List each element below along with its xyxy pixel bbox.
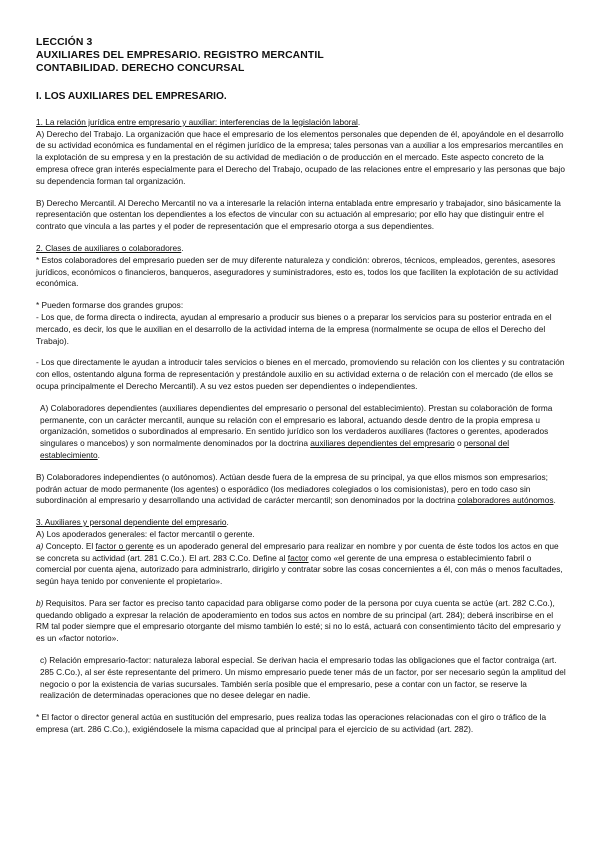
section-2-dependientes: A) Colaboradores dependientes (auxiliares dependientes del empresario o personal del establecimiento). Prestan su colaboración de forma permanente, con un carácter mercantil, aunque su relación con el empresario es laboral, actuando desde dentro de la propia empresa u organización, sometidos o subordinados al empresario. En sentido jurídico son los verdaderos auxiliares (factores o gerentes, apoderados singulares o mancebos) y son normalmente denominados por la doctrina auxiliares dependientes del empresario o personal del establecimiento. xyxy=(40,402,553,460)
section-2-group-2: - Los que directamente le ayudan a introducir tales servicios o bienes en el mercado, promoviendo su relación con los clientes y su contratación con ellos, ostentando alguna forma de representación y prestándole auxilio en su actividad externa o de relación con el mercado (de ellos se ocupa principalmente el Derecho Mercantil). A su vez estos pueden ser dependientes o independientes. xyxy=(36,357,565,391)
section-3-factor-director: * El factor o director general actúa en sustitución del empresario, pues realiza todas las operaciones relacionadas con el giro o tráfico de la empresa (art. 286 C.Co.), exigiéndosele la misma capacidad que al principal para el ejercicio de su actividad (art. 282). xyxy=(36,712,547,735)
section-2-group-1: - Los que, de forma directa o indirecta, ayudan al empresario a producir sus bienes o a preparar los servicios para su posterior entrada en el mercado, es decir, los que le auxilian en el desarrollo de la actividad interna de la empresa (normalmente se ocupa de ellos el Derecho del Trabajo). xyxy=(36,311,552,346)
section-title: I. LOS AUXILIARES DEL EMPRESARIO. xyxy=(36,91,227,102)
section-1-paragraph-a: A) Derecho del Trabajo. La organización que hace el empresario de los elementos personales que dependen de él, apoyándole en el desarrollo de su actividad económica es fundamental en el régimen jurídico de la empresa; tales personas van a auxiliar a los empresarios mercantiles en la explotación de su empresa y en la prestación de su actividad de mediación o de producción en el mercado. Este aspecto concreto de la empresa ofrece gran interés especialmente para el Derecho del Trabajo, ocupado de las relaciones entre el empresario y las personas que bajo su dependencia forman tal organización. xyxy=(36,128,566,186)
lesson-title-line-2: CONTABILIDAD. DERECHO CONCURSAL xyxy=(36,63,245,74)
section-3-requisitos: b) Requisitos. Para ser factor es preciso tanto capacidad para obligarse como poder de la persona por cuya cuenta se actúe (art. 282 C.Co.), quedando obligado a expresar la relación de apoderamiento en todos sus actos en nombre de su principal (art. 284); deberá inscribirse en el RM tal poder siempre que el empresario otorgante del mismo también lo esté; si no lo está, actuará con consentimiento tácito del empresario y es un «factor notorio». xyxy=(36,597,561,644)
section-2-independientes: B) Colaboradores independientes (o autónomos). Actúan desde fuera de la empresa de su principal, ya que ellos mismos son empresarios; podrán actuar de modo permanente (los agentes) o esporádico (los mediadores colegiados o los comisionistas), pero en todo caso sin subordinación al empresario y desarrollando una actividad de carácter mercantil; son denominados por la doctrina colaboradores autónomos. xyxy=(36,471,556,506)
section-3-subheading: A) Los apoderados generales: el factor mercantil o gerente. xyxy=(36,528,255,539)
section-1-paragraph-b: B) Derecho Mercantil. Al Derecho Mercantil no va a interesarle la relación interna entablada entre empresario y trabajador, sino básicamente la representación que ostentan los dependientes a los efectos de vincular con su actuación al empresario; por ello hay que distinguir entre el contrato que vincula a las partes y el poder de representación que el empresario otorga a sus dependientes. xyxy=(36,197,561,232)
section-3-heading: 3. Auxiliares y personal dependiente del empresario. xyxy=(36,517,229,528)
section-2-groups-heading: * Pueden formarse dos grandes grupos: xyxy=(36,300,184,311)
section-3-concepto: a) Concepto. El factor o gerente es un apoderado general del empresario para realizar en nombre y por cuenta de éste todos los actos en que se concreta su actividad (art. 281 C.Co.). El art. 283 C.Co. Define al factor como «el gerente de una empresa o establecimiento fabril o comercial por cuenta ajena, autorizado para administrarlo, dirigirlo y contratar sobre las cosas concernientes a él, con más o menos facultades, según haya tenido por conveniente el propietario». xyxy=(36,540,563,587)
section-2-heading: 2. Clases de auxiliares o colaboradores. xyxy=(36,242,184,253)
section-1-heading: 1. La relación jurídica entre empresario y auxiliar: interferencias de la legislación laboral. xyxy=(36,116,361,127)
lesson-number: LECCIÓN 3 xyxy=(36,37,93,48)
section-3-relacion: c) Relación empresario-factor: naturaleza laboral especial. Se derivan hacia el empresario todas las obligaciones que el factor contraiga (art. 285 C.Co.), al ser éste representante del primero. Un mismo empresario puede tener más de un factor, por ser necesario según la amplitud del negocio o por la existencia de varias sucursales. También sería posible que el empresario, pese a contar con un factor, se reserve la realización de determinadas operaciones que no desee delegar en nadie. xyxy=(40,655,566,701)
document-page xyxy=(36,36,568,736)
section-2-paragraph-1: * Estos colaboradores del empresario pueden ser de muy diferente naturaleza y condición: obreros, técnicos, empleados, gerentes, asesores jurídicos, económicos o financieros, banqueros, aseguradores y suministradores, esto es, todos los que faciliten la explotación de su actividad económica. xyxy=(36,254,559,289)
lesson-title-line-1: AUXILIARES DEL EMPRESARIO. REGISTRO MERCANTIL xyxy=(36,50,324,61)
